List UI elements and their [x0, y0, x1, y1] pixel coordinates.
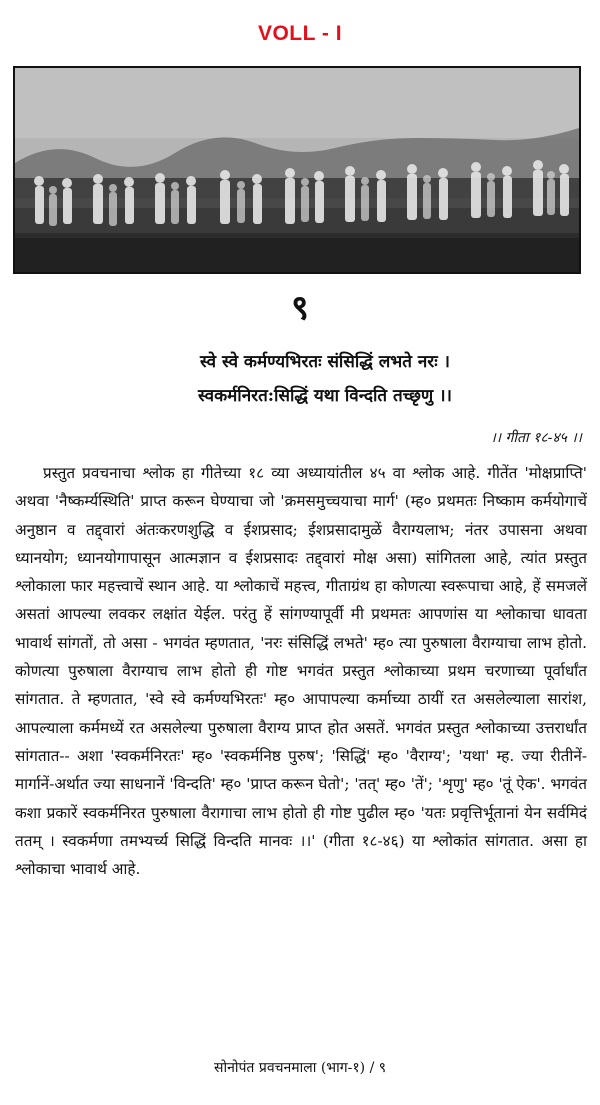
verse-citation: ।। गीता १८-४५ ।। [490, 430, 582, 446]
volume-title: VOLL - I [257, 22, 343, 45]
procession-photo [13, 66, 581, 274]
commentary-paragraph: प्रस्तुत प्रवचनाचा श्लोक हा गीतेच्या १८ व्या अध्यायांतील ४५ वा श्लोक आहे. गीतेंत 'मोक्षप्राप्ति' अथवा 'नैष्कर्म्यस्थिति' प्राप्त करून घेण्याचा जो 'क्रमसमुच्चयाचा मार्ग' (म्ह० प्रथमतः निष्काम कर्मयोगाचें अनुष्ठान व तद्द्वारां अंतःकरणशुद्धि व ईशप्रसाद; ईशप्रसादामुळें वैराग्यलाभ; नंतर उपासना अथवा ध्यानयोग; ध्यानयोगापासून आत्मज्ञान व ईशप्रसादः तद्द्वारां मोक्ष असा) सांगितला आहे, त्यांत प्रस्तुत श्लोकाला फार महत्त्वाचें स्थान आहे. या श्लोकाचें महत्त्व, गीताग्रंथ हा कोणत्या स्वरूपाचा आहे, हें समजलें असतां आपल्या लवकर लक्षांत येईल. परंतु हें सांगण्यापूर्वी मी प्रथमतः आपणांस या श्लोकाचा धावता भावार्थ सांगतों, तो असा - भगवंत म्हणतात, 'नरः संसिद्धिं लभते' म्ह० त्या पुरुषाला वैराग्याचा लाभ होतो. कोणत्या पुरुषाला वैराग्याच लाभ होतो ही गोष्ट भगवंत प्रस्तुत श्लोकाच्या प्रथम चरणाच्या पूर्वार्धांत सांगतात. ते म्हणतात, 'स्वे स्वे कर्मण्यभिरतः' म्ह० आपापल्या कर्माच्या ठायीं रत असलेल्याला सारांश, आपल्याला कर्ममध्यें रत असलेल्या पुरुषाला वैराग्य प्राप्त होत असतें. भगवंत प्रस्तुत श्लोकाच्या उत्तरार्धांत सांगतात-- अशा 'स्वकर्मनिरतः' म्ह० 'स्वकर्मनिष्ठ पुरुष'; 'सिद्धिं' म्ह० 'वैराग्य'; 'यथा' म्ह. ज्या रीतीनें-मार्गानें-अर्थात ज्या साधनानें 'विन्दति' म्ह० 'प्राप्त करून घेतो'; 'तत्' म्ह० 'तें'; 'शृणु' म्ह० 'तूं ऐक'. भगवंत कशा प्रकारें स्वकर्मनिरत पुरुषाला वैरागाचा लाभ होतो ही गोष्ट पुढील म्ह० 'यतः प्रवृत्तिर्भूतानां येन सर्वमिदं ततम् । स्वकर्मणा तमभ्यर्च्य सिद्धिं विन्दति मानवः ।।' (गीता १८-४६) या श्लोकांत सांगतात. असा हा श्लोकाचा भावार्थ आहे. [15, 464, 587, 879]
chapter-number: ९ [291, 288, 309, 328]
verse-line-1: स्वे स्वे कर्मण्यभिरतः संसिद्धिं लभते नरः । [199, 352, 451, 372]
page-footer: सोनोपंत प्रवचनमाला (भाग-१) / ९ [213, 1060, 387, 1076]
verse-line-2: स्वकर्मनिरत:सिद्धिं यथा विन्दति तच्छृणु ।। [198, 386, 452, 406]
commentary-body [15, 459, 587, 883]
